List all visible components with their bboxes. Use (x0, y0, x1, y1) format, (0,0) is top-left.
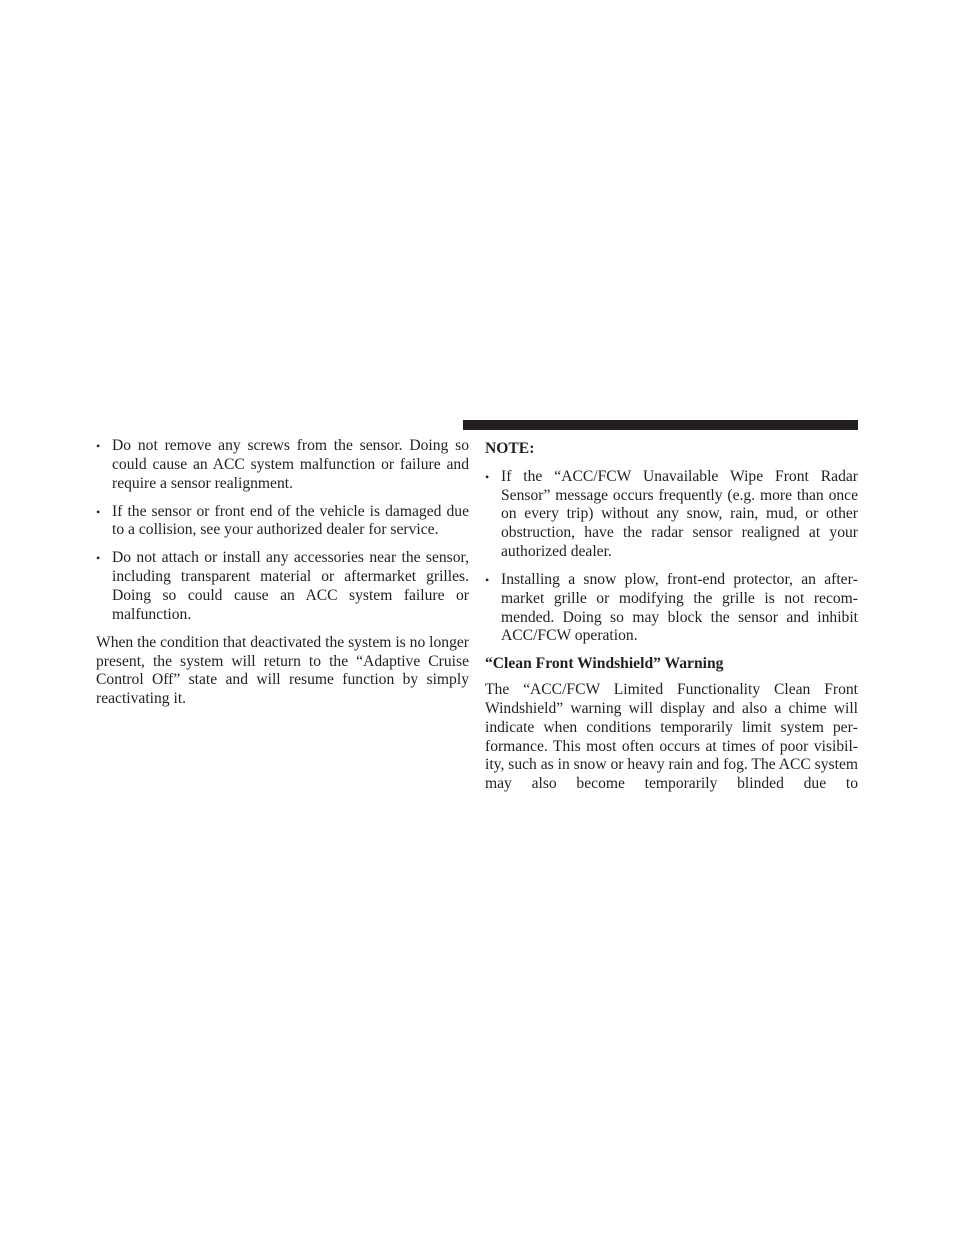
bullet-icon: • (96, 439, 101, 453)
bullet-icon: • (485, 469, 490, 484)
right-column (485, 437, 858, 794)
list-item (96, 503, 469, 541)
list-item (485, 571, 858, 646)
bullet-icon: • (96, 551, 101, 566)
left-bullet-list (96, 437, 469, 625)
bullet-text: Do not attach or install any accessories near the sensor, including transparent material or aftermarket grilles. Doing so could cause an ACC system failure or malfunction. (112, 549, 469, 623)
list-item (485, 468, 858, 562)
bullet-text: If the sensor or front end of the vehicle is damaged due to a collision, see your authorized dealer for service. (112, 502, 469, 539)
bullet-text: Installing a snow plow, front-end protector, an aftermarket grille or modifying the grille is not recommended. Doing so may block the sensor and inhibit ACC/FCW operation. (501, 570, 858, 645)
list-item (96, 549, 469, 624)
note-label: NOTE: (485, 440, 535, 457)
bullet-text: Do not remove any screws from the sensor. Doing so could cause an ACC system malfunction or failure and require a sensor realignment. (112, 437, 469, 492)
section-heading: “Clean Front Windshield” Warning (485, 655, 724, 673)
list-item (96, 437, 469, 493)
bullet-text: If the “ACC/FCW Unavailable Wipe Front Radar Sensor” message occurs frequently (e.g. more than once on every trip) without any snow, rain, mud, or other obstruction, have the radar sensor realigned at your authorized dealer. (501, 467, 858, 560)
section-rule-bar (463, 420, 858, 430)
bullet-icon: • (96, 504, 101, 519)
left-column (96, 437, 469, 709)
bullet-icon: • (485, 572, 490, 587)
body-paragraph: When the condition that deactivated the system is no longer present, the system will return to the “Adaptive Cruise Control Off” state and will resume function by simply reactivating it. (96, 633, 469, 708)
body-paragraph: The “ACC/FCW Limited Functionality Clean Front Windshield” warning will display and also a chime will indicate when conditions temporarily limit system performance. This most often occurs at times of poor visibility, such as in snow or heavy rain and fog. The ACC system may also become temporarily blinded due to (485, 681, 858, 793)
note-bullet-list (485, 468, 858, 646)
